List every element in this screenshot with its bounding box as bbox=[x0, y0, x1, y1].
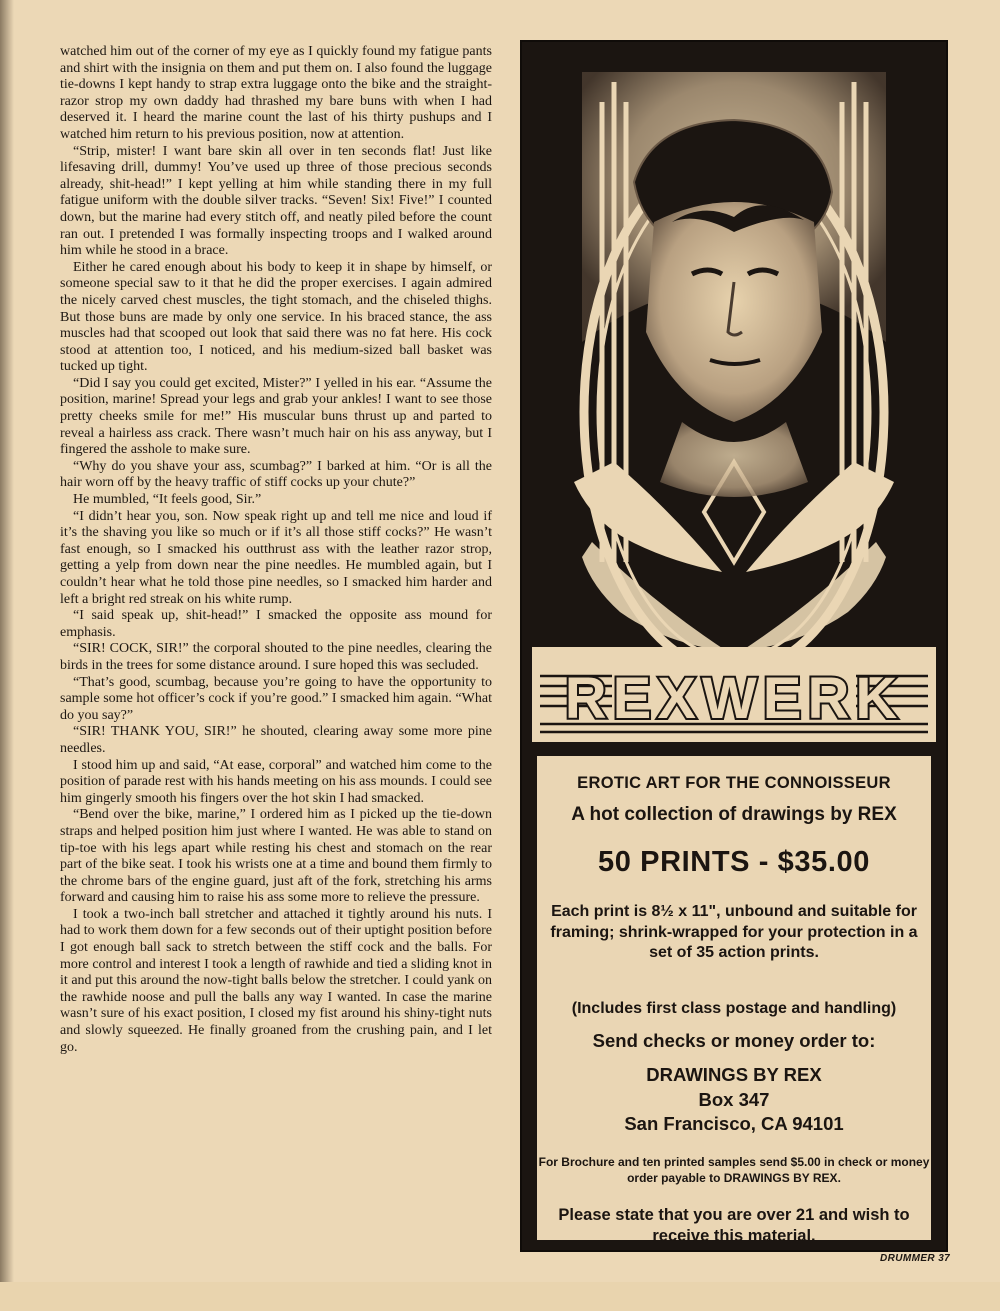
page-folio: DRUMMER 37 bbox=[880, 1253, 951, 1264]
article-paragraph: “SIR! COCK, SIR!” the corporal shouted to the pine needles, clearing the birds in the trees for some distance around. I sure hoped this was secluded. bbox=[60, 641, 492, 673]
article-paragraph: “Did I say you could get excited, Mister?” I yelled in his ear. “Assume the position, marine! Spread your legs and grab your ankles! I want to see those pretty cheeks smile for me!” His muscular buns thrust up and parted to reveal a hairless ass crack. There wasn’t much hair on his ass anyway, but I fingered the asshole to make sure. bbox=[60, 375, 492, 458]
ad-headline: A hot collection of drawings by REX bbox=[571, 804, 897, 825]
ad-tagline: EROTIC ART FOR THE CONNOISSEUR bbox=[577, 774, 891, 792]
ad-address-line: DRAWINGS BY REX bbox=[646, 1064, 822, 1085]
ad-brand-logo: REXWERK bbox=[564, 666, 904, 731]
article-paragraph: “I didn’t hear you, son. Now speak right up and tell me nice and loud if it’s the shaving you like so much or if it’s all those stiff cocks?” He wasn’t fast enough, so I smacked his outthrust ass with the leather razor strop, getting a yelp from down near the pine needles. He mumbled again, but I couldn’t hear what he told those pine needles, so I smacked him harder and left a bright red streak on his white rump. bbox=[60, 508, 492, 607]
ad-copy-panel bbox=[537, 756, 931, 1245]
ad-brochure-offer: For Brochure and ten printed samples send $5.00 in check or money order payable to DRAWINGS BY REX. bbox=[538, 1155, 930, 1185]
article-paragraph: watched him out of the corner of my eye as I quickly found my fatigue pants and shirt with the insignia on them and put them on. I also found the luggage tie-downs I kept handy to strap extra luggage onto the bike and the straight-razor strop my own daddy had thrashed my bare buns with when I had deserved it. I heard the marine count the last of his thirty pushups and I watched him return to his previous position, now at attention. bbox=[60, 44, 492, 142]
article-paragraph: “Bend over the bike, marine,” I ordered him as I picked up the tie-down straps and helped position him just where I wanted. He was able to stand on tip-toe with his legs apart while resting his chest and stomach on the rear part of the bike seat. I took his wrists one at a time and bound them firmly to the chrome bars of the engine guard, just aft of the fork, stretching his arms forward and causing him to raise his ass some more to relieve the pressure. bbox=[60, 807, 492, 906]
ad-price: 50 PRINTS - $35.00 bbox=[598, 846, 870, 878]
ad-send-instruction: Send checks or money order to: bbox=[592, 1030, 876, 1051]
ad-age-notice: Please state that you are over 21 and wish to receive this material. bbox=[558, 1206, 910, 1245]
article-paragraph: “SIR! THANK YOU, SIR!” he shouted, clearing away some more pine needles. bbox=[60, 724, 492, 756]
article-paragraph: “That’s good, scumbag, because you’re going to have the opportunity to sample some hot officer’s cock if you’re good.” I smacked him again. “What do you say?” bbox=[60, 674, 492, 723]
ad-address-line: Box 347 bbox=[698, 1088, 770, 1110]
article-paragraph: “I said speak up, shit-head!” I smacked the opposite ass mound for emphasis. bbox=[60, 608, 492, 640]
ad-artwork bbox=[522, 42, 946, 752]
article-paragraph: “Why do you shave your ass, scumbag?” I barked at him. “Or is all the hair worn off by the heavy traffic of stiff cocks up your chute?” bbox=[60, 458, 492, 491]
article-paragraph: I took a two-inch ball stretcher and attached it tightly around his nuts. I had to work them down for a few seconds out of their uptight position before I got enough ball sack to stretch between the stiff cock and the balls. For more control and interest I took a length of rawhide and tied a sliding knot in it and put this around the now-tight balls below the stretcher. I could yank on the rawhide noose and pull the balls any way I wanted. In case the marine wasn’t sure of his exact position, I closed my fist around his shiny-tight nuts and slowly squeezed. He finally groaned from the crushing pain, and I let go. bbox=[60, 906, 492, 1055]
rexwerk-advertisement bbox=[520, 40, 948, 1252]
article-paragraph: He mumbled, “It feels good, Sir.” bbox=[73, 492, 262, 508]
ad-address bbox=[537, 1063, 931, 1137]
article-paragraph: Either he cared enough about his body to keep it in shape by himself, or someone special saw to it that he did the proper exercises. I again admired the nicely carved chest muscles, the tight stomach, and the chiseled thighs. But those buns are made by only one service. In his braced stance, the ass muscles had that scooped out look that said there was no fat here. His cock stood at attention too, I noticed, and his medium-sized ball basket was tucked up tight. bbox=[60, 259, 492, 375]
ad-postage-note: (Includes first class postage and handling) bbox=[571, 1000, 897, 1017]
article-paragraph: “Strip, mister! I want bare skin all over in ten seconds flat! Just like lifesaving drill, dummy! You’ve used up three of those precious seconds already, shit-head!” I kept yelling at him while standing there in my full fatigue uniform with the double silver tracks. “Seven! Six! Five!” I counted down, but the marine had every stitch off, and neatly piled before the count ran out. I pretended I was formally inspecting troops and I walked around him while he stood in a brace. bbox=[60, 143, 492, 259]
article-column bbox=[60, 44, 492, 1056]
page-gutter-shadow bbox=[0, 0, 14, 1311]
page-bottom-band bbox=[0, 1282, 1000, 1311]
article-paragraph: I stood him up and said, “At ease, corporal” and watched him come to the position of parade rest with his hands meeting on his ass mounds. I could see him gingerly smooth his fingers over the hot skin I had smacked. bbox=[60, 757, 492, 806]
ad-details: Each print is 8½ x 11", unbound and suitable for framing; shrink-wrapped for your protection in a set of 35 action prints. bbox=[550, 903, 918, 961]
ad-address-line: San Francisco, CA 94101 bbox=[624, 1113, 844, 1134]
